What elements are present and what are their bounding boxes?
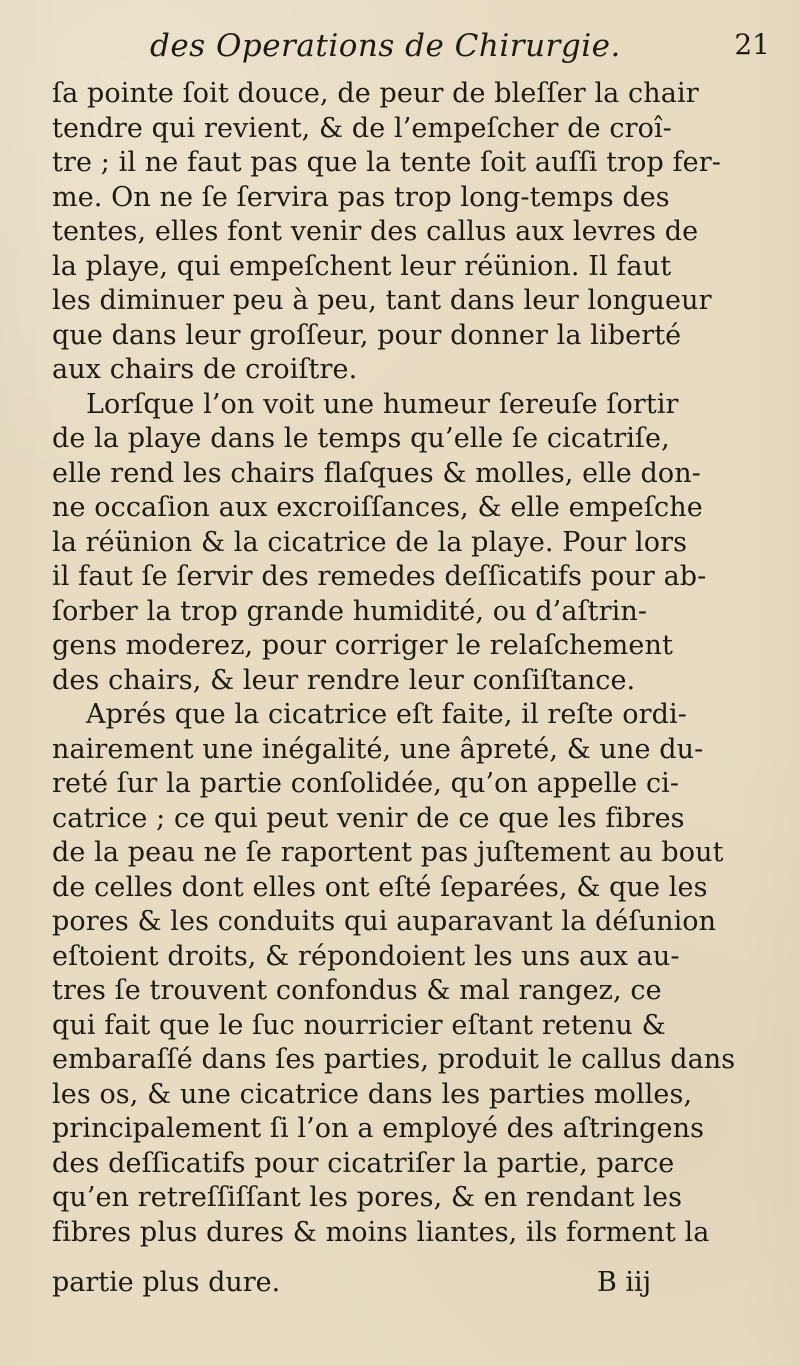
running-head: des Operations de Chirurgie. <box>150 28 621 64</box>
text-line: les os, & une cicatrice dans les parties molles, <box>52 1078 693 1110</box>
text-line: ne occaſion aux excroiſſances, & elle empeſche <box>52 492 703 523</box>
text-line: qu’en retreſſiſſant les pores, & en rendant les <box>52 1182 683 1213</box>
text-line: tentes, elles font venir des callus aux levres de <box>52 216 699 247</box>
text-line: que dans leur groſſeur, pour donner la liberté <box>52 319 682 351</box>
text-line: fibres plus dures & moins liantes, ils forment la <box>52 1216 710 1248</box>
text-line: qui fait que le ſuc nourricier eſtant retenu & <box>52 1009 666 1041</box>
text-line: ſorber la trop grande humidité, ou d’aſtrin- <box>52 595 648 627</box>
page-number: 21 <box>734 28 770 61</box>
text-line: elle rend les chairs flaſques & molles, elle don- <box>52 457 701 489</box>
printer-signature: B iij <box>597 1267 652 1298</box>
text-line: la réünion & la cicatrice de la playe. Pour lors <box>52 526 688 558</box>
text-line: il faut ſe ſervir des remedes deſſicatifs pour ab- <box>52 561 707 592</box>
text-line: de la playe dans le temps qu’elle ſe cicatriſe, <box>52 423 670 454</box>
text-line: reté ſur la partie conſolidée, qu’on appelle ci- <box>52 768 680 799</box>
paragraph-start-line: Lorſque l’on voit une humeur ſereuſe ſortir <box>86 388 679 420</box>
paragraph-start-line: Aprés que la cicatrice eſt faite, il reſte ordi- <box>86 699 687 730</box>
text-line: principalement ſi l’on a employé des aſtringens <box>52 1113 705 1144</box>
text-line: ſa pointe ſoit douce, de peur de bleſſer la chair <box>52 78 699 109</box>
page-header <box>150 28 770 76</box>
text-line: tres ſe trouvent confondus & mal rangez, ce <box>52 975 662 1006</box>
text-line: nairement une inégalité, une âpreté, & une du- <box>52 733 704 765</box>
text-line: les diminuer peu à peu, tant dans leur longueur <box>52 285 712 316</box>
text-line: tendre qui revient, & de l’empeſcher de croî- <box>52 112 672 144</box>
text-line: catrice ; ce qui peut venir de ce que les fibres <box>52 802 685 834</box>
text-line: de celles dont elles ont eſté ſeparées, & que les <box>52 871 708 903</box>
text-line: aux chairs de croiſtre. <box>52 354 358 385</box>
text-line: la playe, qui empeſchent leur réünion. Il faut <box>52 250 672 282</box>
text-line: tre ; il ne faut pas que la tente ſoit auſſi trop fer- <box>52 147 721 178</box>
text-line: de la peau ne ſe raportent pas juſtement au bout <box>52 837 724 868</box>
final-text-line: partie plus dure. <box>52 1267 281 1298</box>
page-footer <box>52 1267 702 1303</box>
text-line: me. On ne ſe ſervira pas trop long-temps des <box>52 181 670 213</box>
text-line: des chairs, & leur rendre leur conſiſtance. <box>52 664 636 696</box>
text-line: des deſſicatifs pour cicatriſer la partie, parce <box>52 1147 675 1179</box>
text-line: gens moderez, pour corriger le relaſchement <box>52 630 673 661</box>
text-line: eſtoient droits, & répondoient les uns aux au- <box>52 940 680 972</box>
text-line: embaraſſé dans ſes parties, produit le callus dans <box>52 1044 736 1075</box>
text-line: pores & les conduits qui auparavant la déſunion <box>52 906 717 937</box>
body-text <box>52 77 752 1250</box>
